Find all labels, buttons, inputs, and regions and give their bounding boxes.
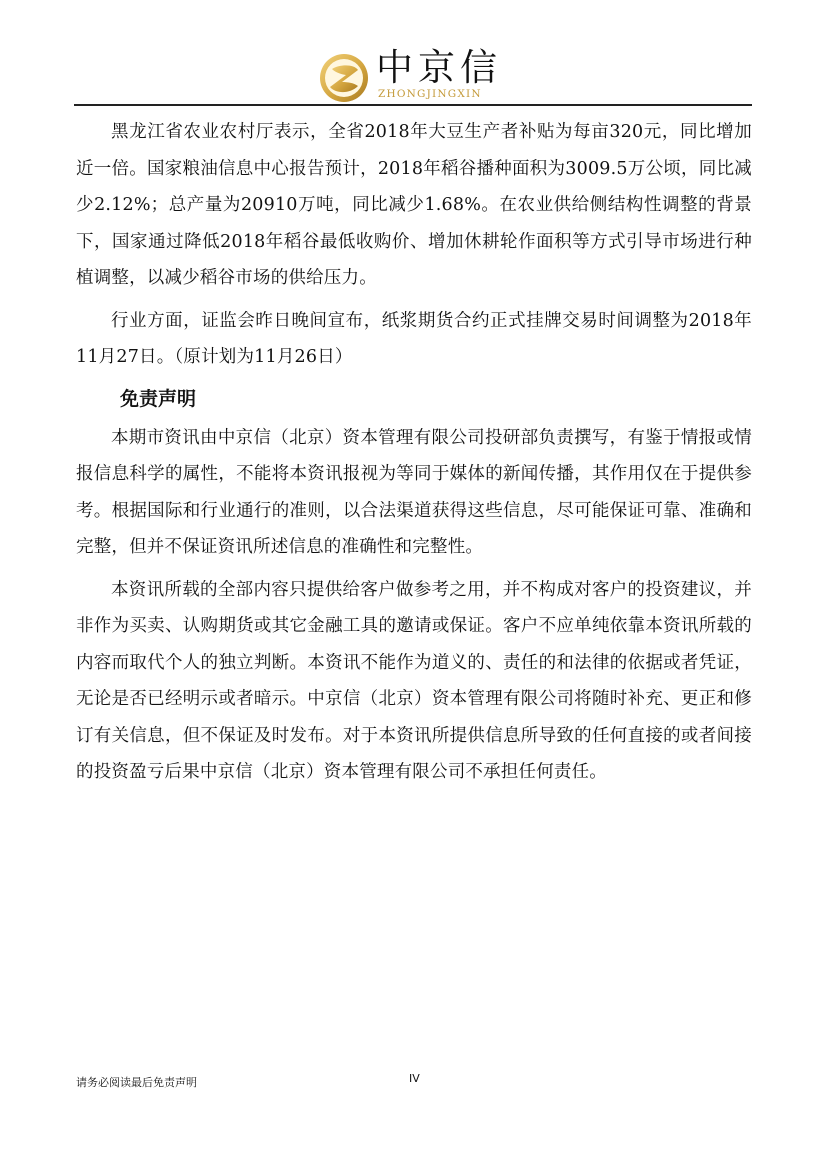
header-divider xyxy=(74,104,752,106)
logo-chinese-name: 中京信 xyxy=(376,46,502,89)
document-body xyxy=(76,114,752,797)
footer-disclaimer-note: 请务必阅读最后免责声明 xyxy=(76,1076,197,1089)
paragraph-pulp-futures: 行业方面，证监会昨日晚间宣布，纸浆期货合约正式挂牌交易时间调整为2018年11月27日。（原计划为11月26日） xyxy=(76,310,752,367)
paragraph-soybean-rice: 黑龙江省农业农村厅表示，全省2018年大豆生产者补贴为每亩320元，同比增加近一倍。国家粮油信息中心报告预计，2018年稻谷播种面积为3009.5万公顷，同比减少2.12%；总产量为20910万吨，同比减少1.68%。在农业供给侧结构性调整的背景下，国家通过降低2018年稻谷最低收购价、增加休耕轮作面积等方式引导市场进行种植调整，以减少稻谷市场的供给压力。 xyxy=(76,122,752,288)
page-header xyxy=(0,0,827,110)
disclaimer-heading: 免责声明 xyxy=(120,387,197,410)
disclaimer-paragraph-1: 本期市资讯由中京信（北京）资本管理有限公司投研部负责撰写，有鉴于情报或情报信息科学的属性，不能将本资讯报视为等同于媒体的新闻传播，其作用仅在于提供参考。根据国际和行业通行的准则，以合法渠道获得这些信息，尽可能保证可靠、准确和完整，但并不保证资讯所述信息的准确性和完整性。 xyxy=(76,427,752,557)
zhongjingxin-logo-icon xyxy=(318,52,370,104)
page-number: IV xyxy=(409,1072,420,1085)
company-logo xyxy=(318,44,518,104)
logo-english-name: ZHONGJINGXIN xyxy=(378,88,482,100)
disclaimer-paragraph-2: 本资讯所载的全部内容只提供给客户做参考之用，并不构成对客户的投资建议，并非作为买卖、认购期货或其它金融工具的邀请或保证。客户不应单纯依靠本资讯所载的内容而取代个人的独立判断。本资讯不能作为道义的、责任的和法律的依据或者凭证，无论是否已经明示或者暗示。中京信（北京）资本管理有限公司将随时补充、更正和修订有关信息，但不保证及时发布。对于本资讯所提供信息所导致的任何直接的或者间接的投资盈亏后果中京信（北京）资本管理有限公司不承担任何责任。 xyxy=(76,579,752,782)
